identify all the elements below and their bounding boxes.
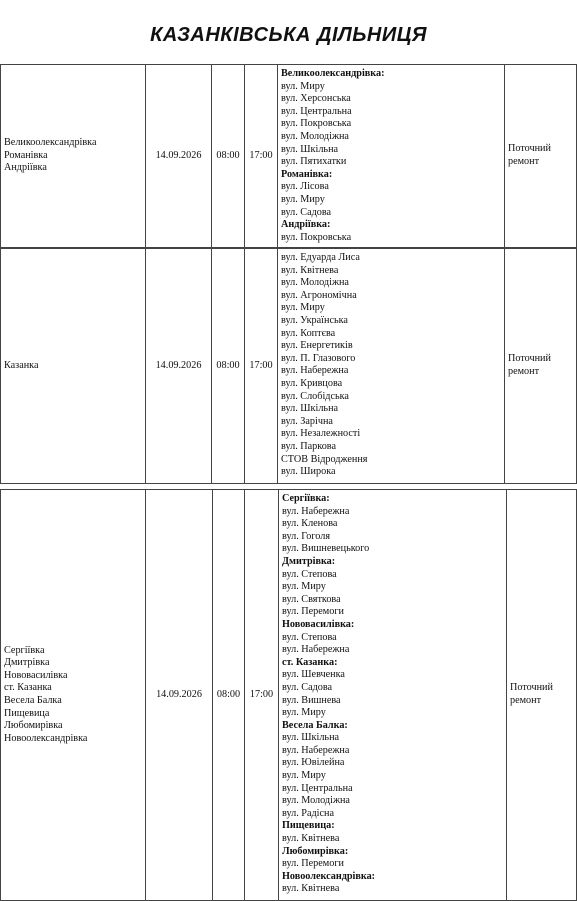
- locality-name: Новоолександрівка: [4, 732, 88, 744]
- street-name: вул. Лісова: [281, 181, 329, 193]
- street-name: вул. Перемоги: [282, 606, 344, 618]
- street-name: вул. Садова: [282, 681, 333, 693]
- street-name: вул. Покровська: [281, 118, 352, 130]
- street-name: вул. Святкова: [282, 593, 341, 605]
- street-name: вул. Незалежності: [281, 428, 361, 440]
- street-name: вул. Миру: [281, 80, 325, 92]
- locality-heading: Великоолександрівка:: [281, 68, 385, 79]
- street-name: вул. Квітнева: [282, 833, 340, 845]
- locality-name: Казанка: [4, 359, 39, 371]
- street-name: вул. Слобідська: [281, 390, 349, 402]
- street-name: вул. Степова: [282, 568, 337, 580]
- localities-cell: [1, 65, 146, 248]
- street-name: вул. Центральна: [281, 105, 352, 117]
- street-name: вул. Набережна: [282, 644, 350, 656]
- work-type-cell: [507, 490, 577, 901]
- street-name: вул. Молодіжна: [281, 277, 349, 289]
- street-name: вул. Широка: [281, 466, 336, 478]
- locality-name: ст. Казанка: [4, 682, 52, 694]
- street-name: вул. Миру: [282, 770, 326, 782]
- locality-name: Весела Балка: [4, 695, 62, 706]
- street-name: вул. Українська: [281, 314, 348, 326]
- street-name: вул. Перемоги: [282, 858, 344, 870]
- streets-cell: [278, 65, 505, 248]
- locality-heading: Андріївка:: [281, 219, 331, 231]
- localities-cell: [1, 249, 146, 484]
- street-name: вул. Покровська: [281, 231, 352, 243]
- end-time-cell: 17:00: [245, 65, 278, 248]
- start-time-cell: 08:00: [212, 65, 245, 248]
- street-name: вул. Шкільна: [282, 732, 340, 744]
- streets-cell: [278, 249, 505, 484]
- street-name: СТОВ Відродження: [281, 453, 368, 465]
- street-name: вул. Квітнева: [281, 264, 339, 276]
- locality-name: Сергіївка: [4, 644, 45, 656]
- street-name: вул. Гоголя: [282, 530, 331, 542]
- street-name: вул. Радісна: [282, 807, 334, 819]
- street-name: вул. Миру: [282, 581, 326, 593]
- table-row: [1, 65, 577, 248]
- date-cell: 14.09.2026: [146, 65, 212, 248]
- outage-table-3: [0, 489, 577, 901]
- work-type-line: Поточний: [508, 353, 551, 365]
- end-time-cell: 17:00: [245, 490, 279, 901]
- locality-name: Любомирівка: [4, 720, 63, 732]
- locality-heading: Пищевица:: [282, 820, 335, 832]
- streets-cell: [279, 490, 507, 901]
- street-name: вул. Набережна: [282, 744, 350, 756]
- street-name: вул. Центральна: [282, 782, 353, 794]
- street-name: вул. Миру: [281, 193, 325, 205]
- street-name: вул. Пятихатки: [281, 156, 347, 168]
- street-name: вул. Енергетиків: [281, 340, 353, 352]
- locality-heading: Любомирівка:: [282, 845, 349, 857]
- locality-name: Андріївка: [4, 162, 47, 174]
- street-name: вул. Паркова: [281, 440, 336, 452]
- date-cell: 14.09.2026: [146, 490, 213, 901]
- locality-heading: Новоолександрівка:: [282, 870, 376, 882]
- start-time-cell: 08:00: [212, 249, 245, 484]
- start-time-cell: 08:00: [213, 490, 245, 901]
- locality-heading: ст. Казанка:: [282, 656, 338, 668]
- street-name: вул. Садова: [281, 206, 332, 218]
- work-type-line: Поточний: [510, 682, 553, 694]
- locality-name: Великоолександрівка: [4, 137, 97, 149]
- outage-table-2: [0, 248, 577, 484]
- locality-heading: Романівка:: [281, 168, 333, 180]
- street-name: вул. Шкільна: [281, 403, 339, 415]
- table-row: [1, 249, 577, 484]
- work-type-line: ремонт: [510, 695, 542, 706]
- locality-name: Романівка: [4, 149, 48, 161]
- street-name: вул. Агрономічна: [281, 289, 357, 301]
- street-name: вул. Набережна: [281, 365, 349, 377]
- street-name: вул. Кленова: [282, 518, 338, 530]
- street-name: вул. Херсонська: [281, 93, 351, 105]
- street-name: вул. Молодіжна: [281, 130, 349, 142]
- street-name: вул. П. Глазового: [281, 352, 356, 364]
- street-name: вул. Шкільна: [281, 143, 339, 155]
- page-title: КАЗАНКІВСЬКА ДІЛЬНИЦЯ: [150, 24, 427, 46]
- street-name: вул. Молодіжна: [282, 795, 350, 807]
- street-name: вул. Ювілейна: [282, 757, 345, 769]
- street-name: вул. Вишнева: [282, 694, 341, 706]
- locality-name: Пищевица: [4, 707, 50, 719]
- street-name: вул. Набережна: [282, 505, 350, 517]
- locality-heading: Сергіївка:: [282, 493, 330, 504]
- locality-name: Нововасилівка: [4, 669, 68, 681]
- street-name: вул. Шевченка: [282, 669, 345, 681]
- street-name: вул. Степова: [282, 631, 337, 643]
- work-type-line: ремонт: [508, 156, 540, 167]
- work-type-line: Поточний: [508, 143, 551, 155]
- street-name: вул. Миру: [281, 302, 325, 314]
- table-row: [1, 490, 577, 901]
- street-name: вул. Вишневецького: [282, 543, 370, 555]
- end-time-cell: 17:00: [245, 249, 278, 484]
- street-name: вул. Кривцова: [281, 377, 343, 389]
- date-cell: 14.09.2026: [146, 249, 212, 484]
- street-name: вул. Квітнева: [282, 883, 340, 895]
- locality-name: Дмитрівка: [4, 657, 50, 669]
- outage-table-1: [0, 64, 577, 248]
- street-name: вул. Зарічна: [281, 415, 333, 427]
- street-name: вул. Коптєва: [281, 327, 336, 339]
- locality-heading: Дмитрівка:: [282, 555, 336, 567]
- street-name: вул. Миру: [282, 707, 326, 719]
- localities-cell: [1, 490, 146, 901]
- work-type-cell: [505, 65, 577, 248]
- work-type-line: ремонт: [508, 366, 540, 377]
- locality-heading: Весела Балка:: [282, 719, 348, 731]
- work-type-cell: [505, 249, 577, 484]
- locality-heading: Нововасилівка:: [282, 618, 355, 630]
- street-name: вул. Едуарда Лиса: [281, 252, 360, 263]
